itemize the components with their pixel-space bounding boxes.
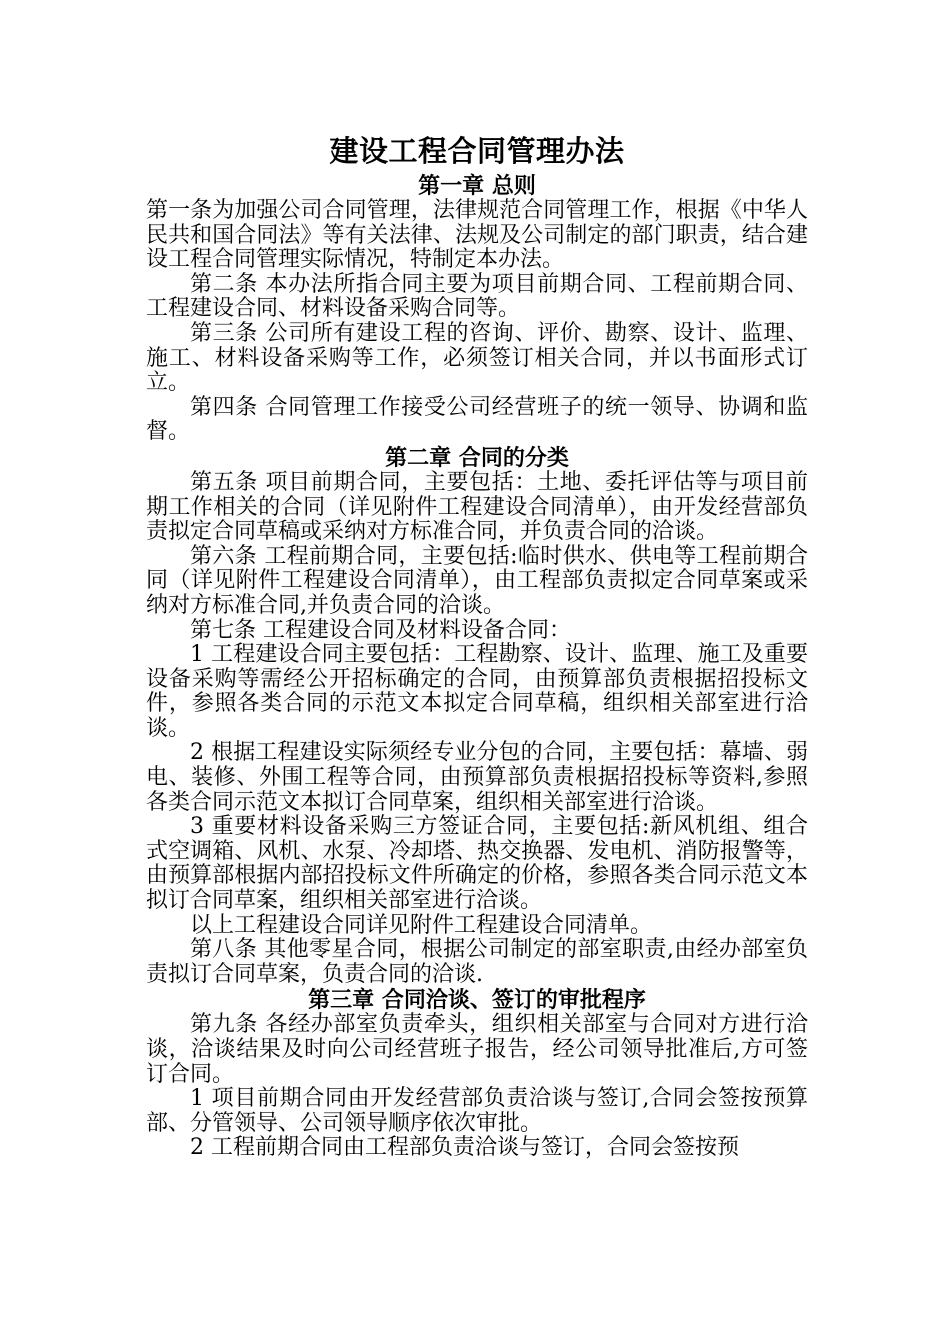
chapter-heading: 第三章 合同洽谈、签订的审批程序 [308,987,646,1014]
article-paragraph: 第四条 合同管理工作接受公司经营班子的统一领导、协调和监督。 [146,394,808,445]
article-paragraph: 1 工程建设合同主要包括：工程勘察、设计、监理、施工及重要设备采购等需经公开招标确定的合同，由预算部负责根据招投标文件，参照各类合同的示范文本拟定合同草稿，组织相关部室进行洽谈。 [146,642,808,741]
article-paragraph: 第三条 公司所有建设工程的咨询、评价、勘察、设计、监理、施工、材料设备采购等工作，必须签订相关合同，并以书面形式订立。 [146,320,808,396]
article-paragraph: 2 工程前期合同由工程部负责洽谈与签订，合同会签按预 [190,1135,739,1161]
article-paragraph: 第二条 本办法所指合同主要为项目前期合同、工程前期合同、工程建设合同、材料设备采购合同等。 [146,271,808,322]
article-paragraph: 第七条 工程建设合同及材料设备合同： [190,617,571,643]
chapter-section [146,445,808,987]
article-paragraph: 以上工程建设合同详见附件工程建设合同清单。 [190,912,653,938]
chapter-heading: 第二章 合同的分类 [385,444,569,471]
article-paragraph: 第一条为加强公司合同管理，法律规范合同管理工作，根据《中华人民共和国合同法》等有关法律、法规及公司制定的部门职责，结合建设工程合同管理实际情况，特制定本办法。 [146,198,808,273]
article-paragraph: 2 根据工程建设实际须经专业分包的合同，主要包括：幕墙、弱电、装修、外围工程等合同，由预算部负责根据招投标等资料,参照各类合同示范文本拟订合同草案，组织相关部室进行洽谈。 [146,740,808,815]
article-paragraph: 第八条 其他零星合同，根据公司制定的部室职责,由经办部室负责拟订合同草案，负责合同的洽谈. [146,937,808,987]
chapter-section [146,987,808,1161]
document-title: 建设工程合同管理办法 [329,134,625,168]
article-paragraph: 第九条 各经办部室负责牵头，组织相关部室与合同对方进行洽谈，洽谈结果及时向公司经营班子报告，经公司领导批准后,方可签订合同。 [146,1012,808,1087]
article-paragraph: 1 项目前期合同由开发经营部负责洽谈与签订,合同会签按预算部、分管领导、公司领导顺序依次审批。 [146,1086,808,1136]
chapter-heading: 第一章 总则 [418,173,536,199]
chapter-section [146,173,808,445]
article-paragraph: 第六条 工程前期合同，主要包括:临时供水、供电等工程前期合同（详见附件工程建设合同清单），由工程部负责拟定合同草案或采纳对方标准合同,并负责合同的洽谈。 [146,543,808,618]
article-paragraph: 第五条 项目前期合同，主要包括：土地、委托评估等与项目前期工作相关的合同（详见附件工程建设合同清单），由开发经营部负责拟定合同草稿或采纳对方标准合同，并负责合同的洽谈。 [146,469,808,545]
article-paragraph: 3 重要材料设备采购三方签证合同，主要包括:新风机组、组合式空调箱、风机、水泵、冷却塔、热交换器、发电机、消防报警等，由预算部根据内部招投标文件所确定的价格，参照各类合同示范文本拟订合同草案，组织相关部室进行洽谈。 [146,814,808,914]
document-body [146,173,808,1161]
